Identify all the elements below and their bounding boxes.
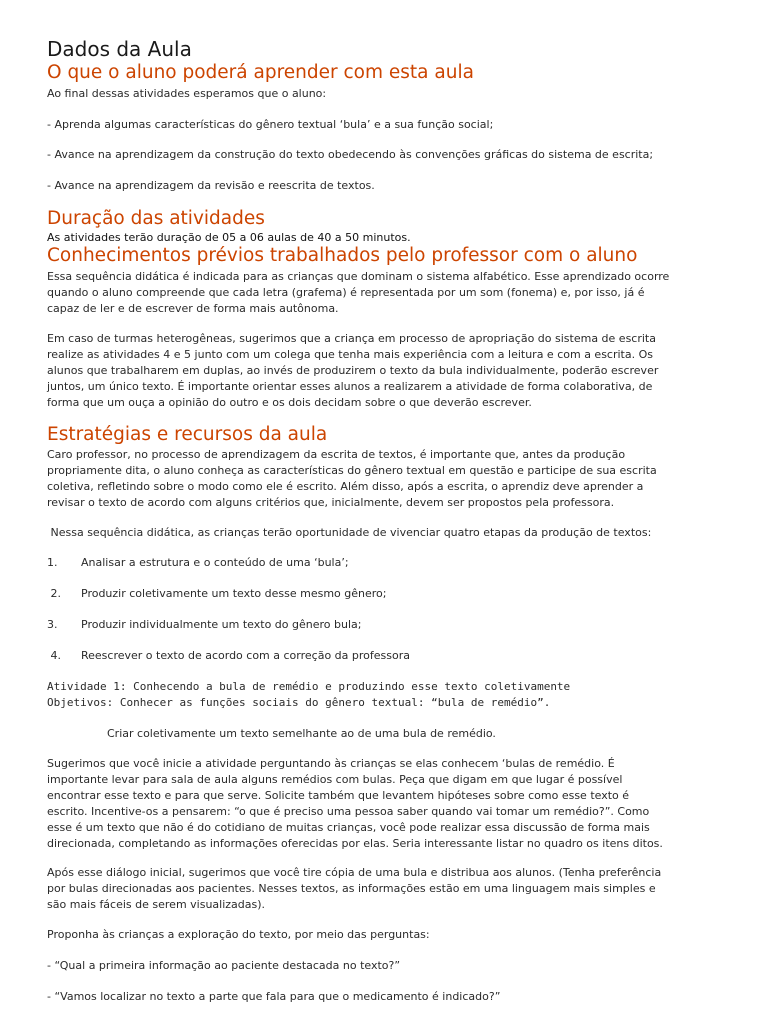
paragraph-line: Após esse diálogo inicial, sugerimos que você tire cópia de uma bula e distribua aos alunos. (Tenha preferência [47,866,662,879]
paragraph [47,447,727,511]
paragraph-line: importante levar para sala de aula alguns remédios com bulas. Peça que digam em que lugar é possível [47,773,623,786]
paragraph [47,865,727,913]
step-number: 4. [47,649,61,662]
paragraph-line: forma que um ouça a opinião do outro e os dois decidam sobre o que deverão escrever. [47,396,532,409]
objective-text: Criar coletivamente um texto semelhante ao de uma bula de remédio. [107,727,496,740]
paragraph-line: juntos, um único texto. É importante orientar esses alunos a realizarem a atividade de forma colaborativa, de [47,380,653,393]
intro-text: Ao final dessas atividades esperamos que o aluno: [47,87,327,100]
step-number: 1. [47,556,58,569]
paragraph [47,269,727,317]
paragraph [47,756,727,852]
objectives-text: Objetivos: Conhecer as funções sociais do gênero textual: “bula de remédio”. [47,696,551,709]
list-item: - Avance na aprendizagem da construção do texto obedecendo às convenções gráficas do sistema de escrita; [47,148,654,161]
list-item [47,648,727,664]
step-text: Produzir coletivamente um texto desse mesmo gênero; [81,587,387,600]
step-number: 2. [47,587,61,600]
paragraph-line: Essa sequência didática é indicada para as crianças que dominam o sistema alfabético. Esse aprendizado ocorre [47,270,670,283]
paragraph-line: esse é um texto que não é do cotidiano de muitas crianças, você pode realizar essa discussão de forma mais [47,821,650,834]
paragraph-line: escrito. Incentive-os a pensarem: “o que é preciso uma pessoa saber quando vai tomar um remédio?”. Como [47,805,650,818]
list-item: - Aprenda algumas características do gênero textual ‘bula’ e a sua função social; [47,118,494,131]
duration-text: As atividades terão duração de 05 a 06 aulas de 40 a 50 minutos. [47,231,411,244]
activity-title: Atividade 1: Conhecendo a bula de remédio e produzindo esse texto coletivamente [47,680,571,693]
paragraph-line: por bulas direcionadas aos pacientes. Nesses textos, as informações estão em uma linguagem mais simples e [47,882,656,895]
list-item [47,617,727,633]
list-item [47,586,727,602]
list-item: - “Qual a primeira informação ao paciente destacada no texto?” [47,959,401,972]
paragraph: Proponha às crianças a exploração do texto, por meio das perguntas: [47,928,430,941]
step-text: Analisar a estrutura e o conteúdo de uma ‘bula’; [81,556,349,569]
paragraph-line: Sugerimos que você inicie a atividade perguntando às crianças se elas conhecem ‘bulas de remédio. É [47,757,615,770]
section-heading-strategies: Estratégias e recursos da aula [47,424,328,445]
section-heading-duration: Duração das atividades [47,208,265,229]
section-heading-learn: O que o aluno poderá aprender com esta aula [47,62,474,83]
list-item: - “Vamos localizar no texto a parte que fala para que o medicamento é indicado?” [47,990,501,1003]
paragraph-line: encontrar esse texto e para que serve. Solicite também que levantem hipóteses sobre como esse texto é [47,789,630,802]
step-text: Produzir individualmente um texto do gênero bula; [81,618,362,631]
paragraph [47,331,727,411]
paragraph-line: revisar o texto de acordo com alguns critérios que, inicialmente, devem ser propostos pela professora. [47,496,615,509]
page-title: Dados da Aula [47,37,192,61]
paragraph-line: realize as atividades 4 e 5 junto com um colega que tenha mais experiência com a leitura e com a escrita. Os [47,348,653,361]
paragraph-line: alunos que trabalharem em duplas, ao invés de produzirem o texto da bula individualmente, poderão escrever [47,364,659,377]
paragraph-line: propriamente dita, o aluno conheça as características do gênero textual em questão e participe de sua escrita [47,464,657,477]
paragraph-line: capaz de ler e de escrever de forma mais autônoma. [47,302,339,315]
list-item [47,555,727,571]
paragraph-line: Em caso de turmas heterogêneas, sugerimos que a criança em processo de apropriação do sistema de escrita [47,332,656,345]
paragraph-line: quando o aluno compreende que cada letra (grafema) é representada por um som (fonema) e, por isso, já é [47,286,645,299]
step-text: Reescrever o texto de acordo com a correção da professora [81,649,410,662]
paragraph-line: são mais fáceis de serem visualizadas). [47,898,266,911]
step-number: 3. [47,618,58,631]
paragraph-line: direcionada, completando as informações oferecidas por elas. Seria interessante listar no quadro os itens ditos. [47,837,663,850]
paragraph-line: coletiva, refletindo sobre o modo como ele é escrito. Além disso, após a escrita, o aprendiz deve aprender a [47,480,644,493]
paragraph-line: Caro professor, no processo de aprendizagem da escrita de textos, é importante que, antes da produção [47,448,626,461]
list-item: - Avance na aprendizagem da revisão e reescrita de textos. [47,179,375,192]
paragraph: Nessa sequência didática, as crianças terão oportunidade de vivenciar quatro etapas da produção de textos: [47,526,652,539]
section-heading-prior-knowledge: Conhecimentos prévios trabalhados pelo professor com o aluno [47,245,638,266]
